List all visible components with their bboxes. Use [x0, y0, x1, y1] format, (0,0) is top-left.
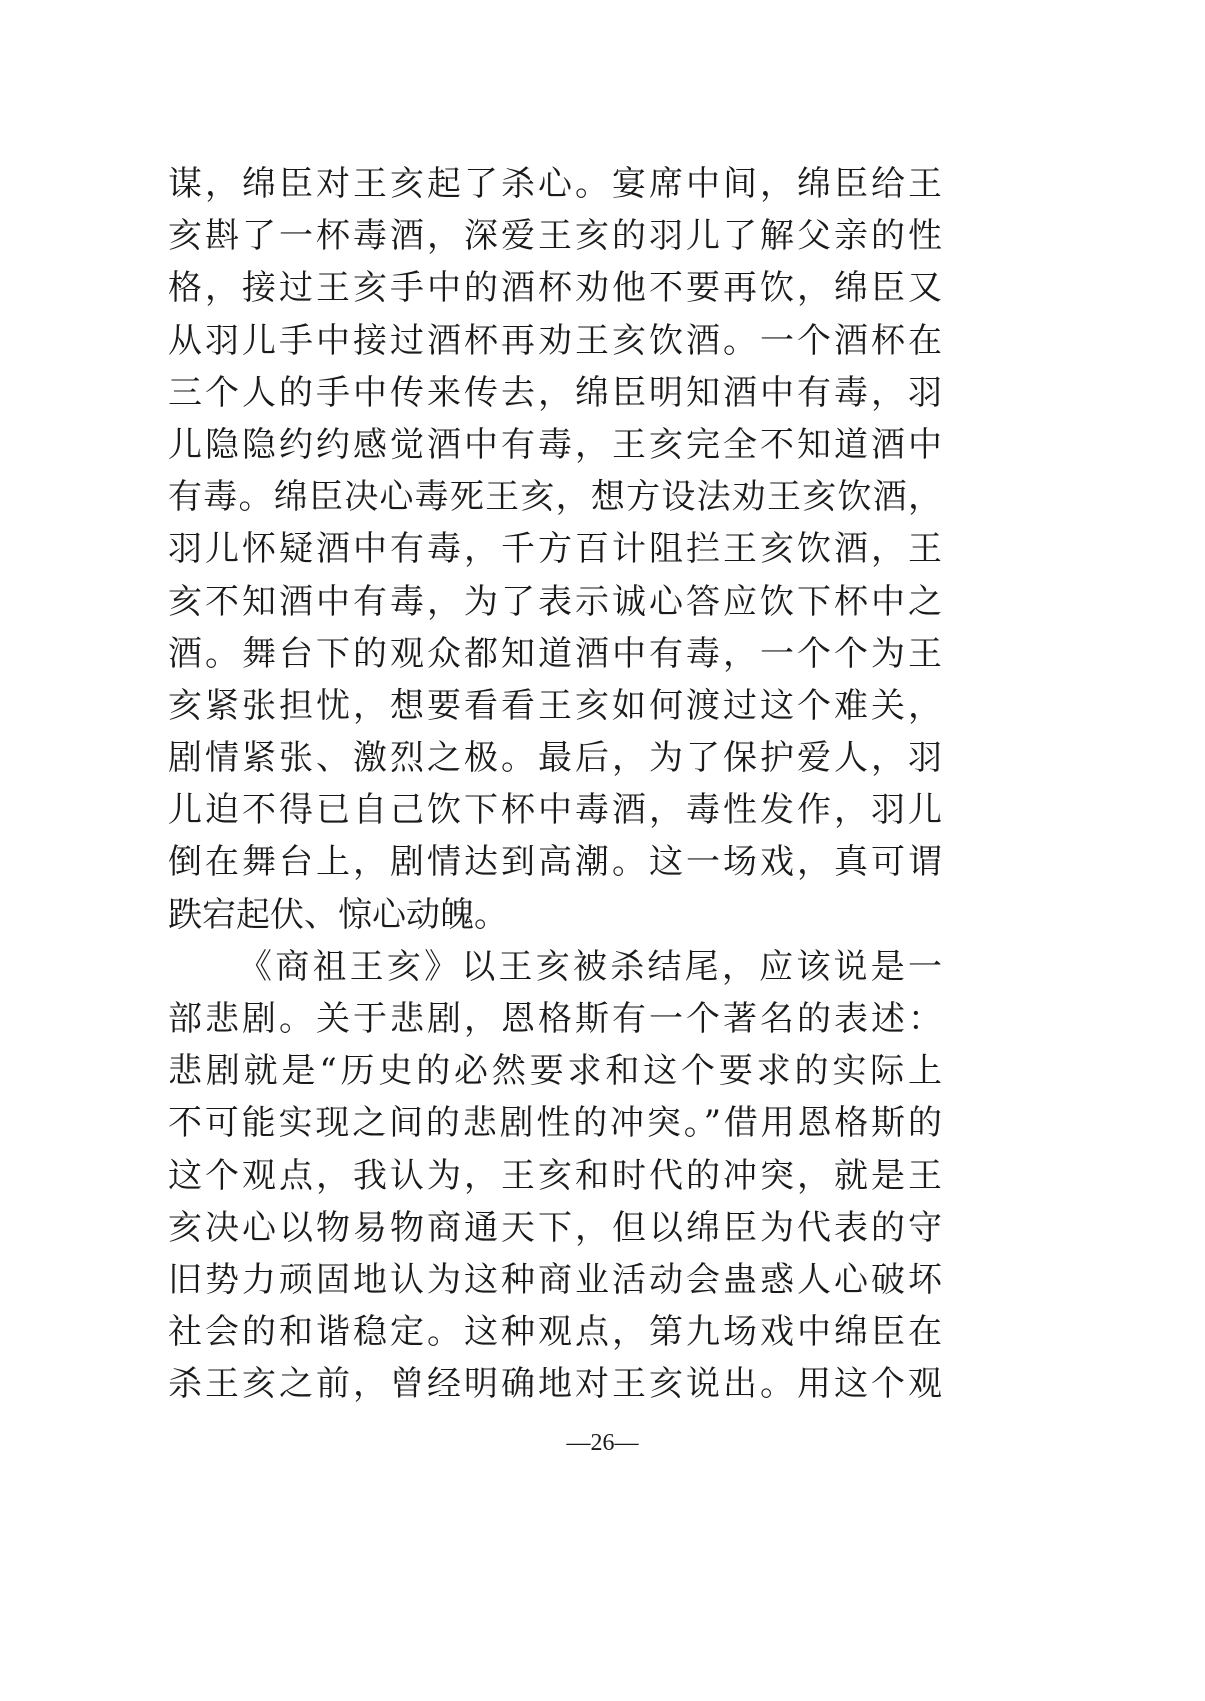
- paragraph: [168, 158, 942, 941]
- text-line: 三个人的手中传来传去，绵臣明知酒中有毒，羽: [168, 372, 942, 413]
- text-line: 从羽儿手中接过酒杯再劝王亥饮酒。一个酒杯在: [168, 320, 942, 361]
- text-line: 《商祖王亥》以王亥被杀结尾，应该说是一: [238, 946, 942, 987]
- text-line: 这个观点，我认为，王亥和时代的冲突，就是王: [168, 1155, 942, 1196]
- text-line: 儿隐隐约约感觉酒中有毒，王亥完全不知道酒中: [168, 424, 942, 465]
- text-line: 有毒。绵臣决心毒死王亥，想方设法劝王亥饮酒，: [168, 477, 942, 518]
- text-line: 羽儿怀疑酒中有毒，千方百计阻拦王亥饮酒，王: [168, 529, 942, 570]
- text-line: 亥决心以物易物商通天下，但以绵臣为代表的守: [168, 1207, 942, 1248]
- text-line: 不可能实现之间的悲剧性的冲突。”借用恩格斯的: [168, 1103, 942, 1144]
- text-line: 剧情紧张、激烈之极。最后，为了保护爱人，羽: [168, 738, 942, 779]
- text-line: 酒。舞台下的观众都知道酒中有毒，一个个为王: [168, 633, 942, 674]
- text-line: 旧势力顽固地认为这种商业活动会蛊惑人心破坏: [168, 1259, 942, 1300]
- text-line: 倒在舞台上，剧情达到高潮。这一场戏，真可谓: [168, 842, 942, 883]
- text-line: 部悲剧。关于悲剧，恩格斯有一个著名的表述：: [168, 999, 942, 1039]
- text-line: 亥紧张担忧，想要看看王亥如何渡过这个难关，: [168, 685, 942, 726]
- text-line: 跌宕起伏、惊心动魄。: [168, 894, 508, 935]
- text-line: 亥不知酒中有毒，为了表示诚心答应饮下杯中之: [168, 581, 942, 622]
- text-line: 杀王亥之前，曾经明确地对王亥说出。用这个观: [168, 1364, 942, 1405]
- text-line: 格，接过王亥手中的酒杯劝他不要再饮，绵臣又: [168, 268, 942, 309]
- text-line: 社会的和谐稳定。这种观点，第九场戏中绵臣在: [168, 1312, 942, 1353]
- text-line: 儿迫不得已自己饮下杯中毒酒，毒性发作，羽儿: [168, 790, 942, 831]
- body-text: [168, 158, 942, 1411]
- text-line: 亥斟了一杯毒酒，深爱王亥的羽儿了解父亲的性: [168, 216, 942, 257]
- text-line: 谋，绵臣对王亥起了杀心。宴席中间，绵臣给王: [168, 164, 942, 204]
- text-line: 悲剧就是“历史的必然要求和这个要求的实际上: [168, 1051, 942, 1092]
- paragraph: [168, 941, 942, 1411]
- page-number: —26—: [566, 1430, 639, 1456]
